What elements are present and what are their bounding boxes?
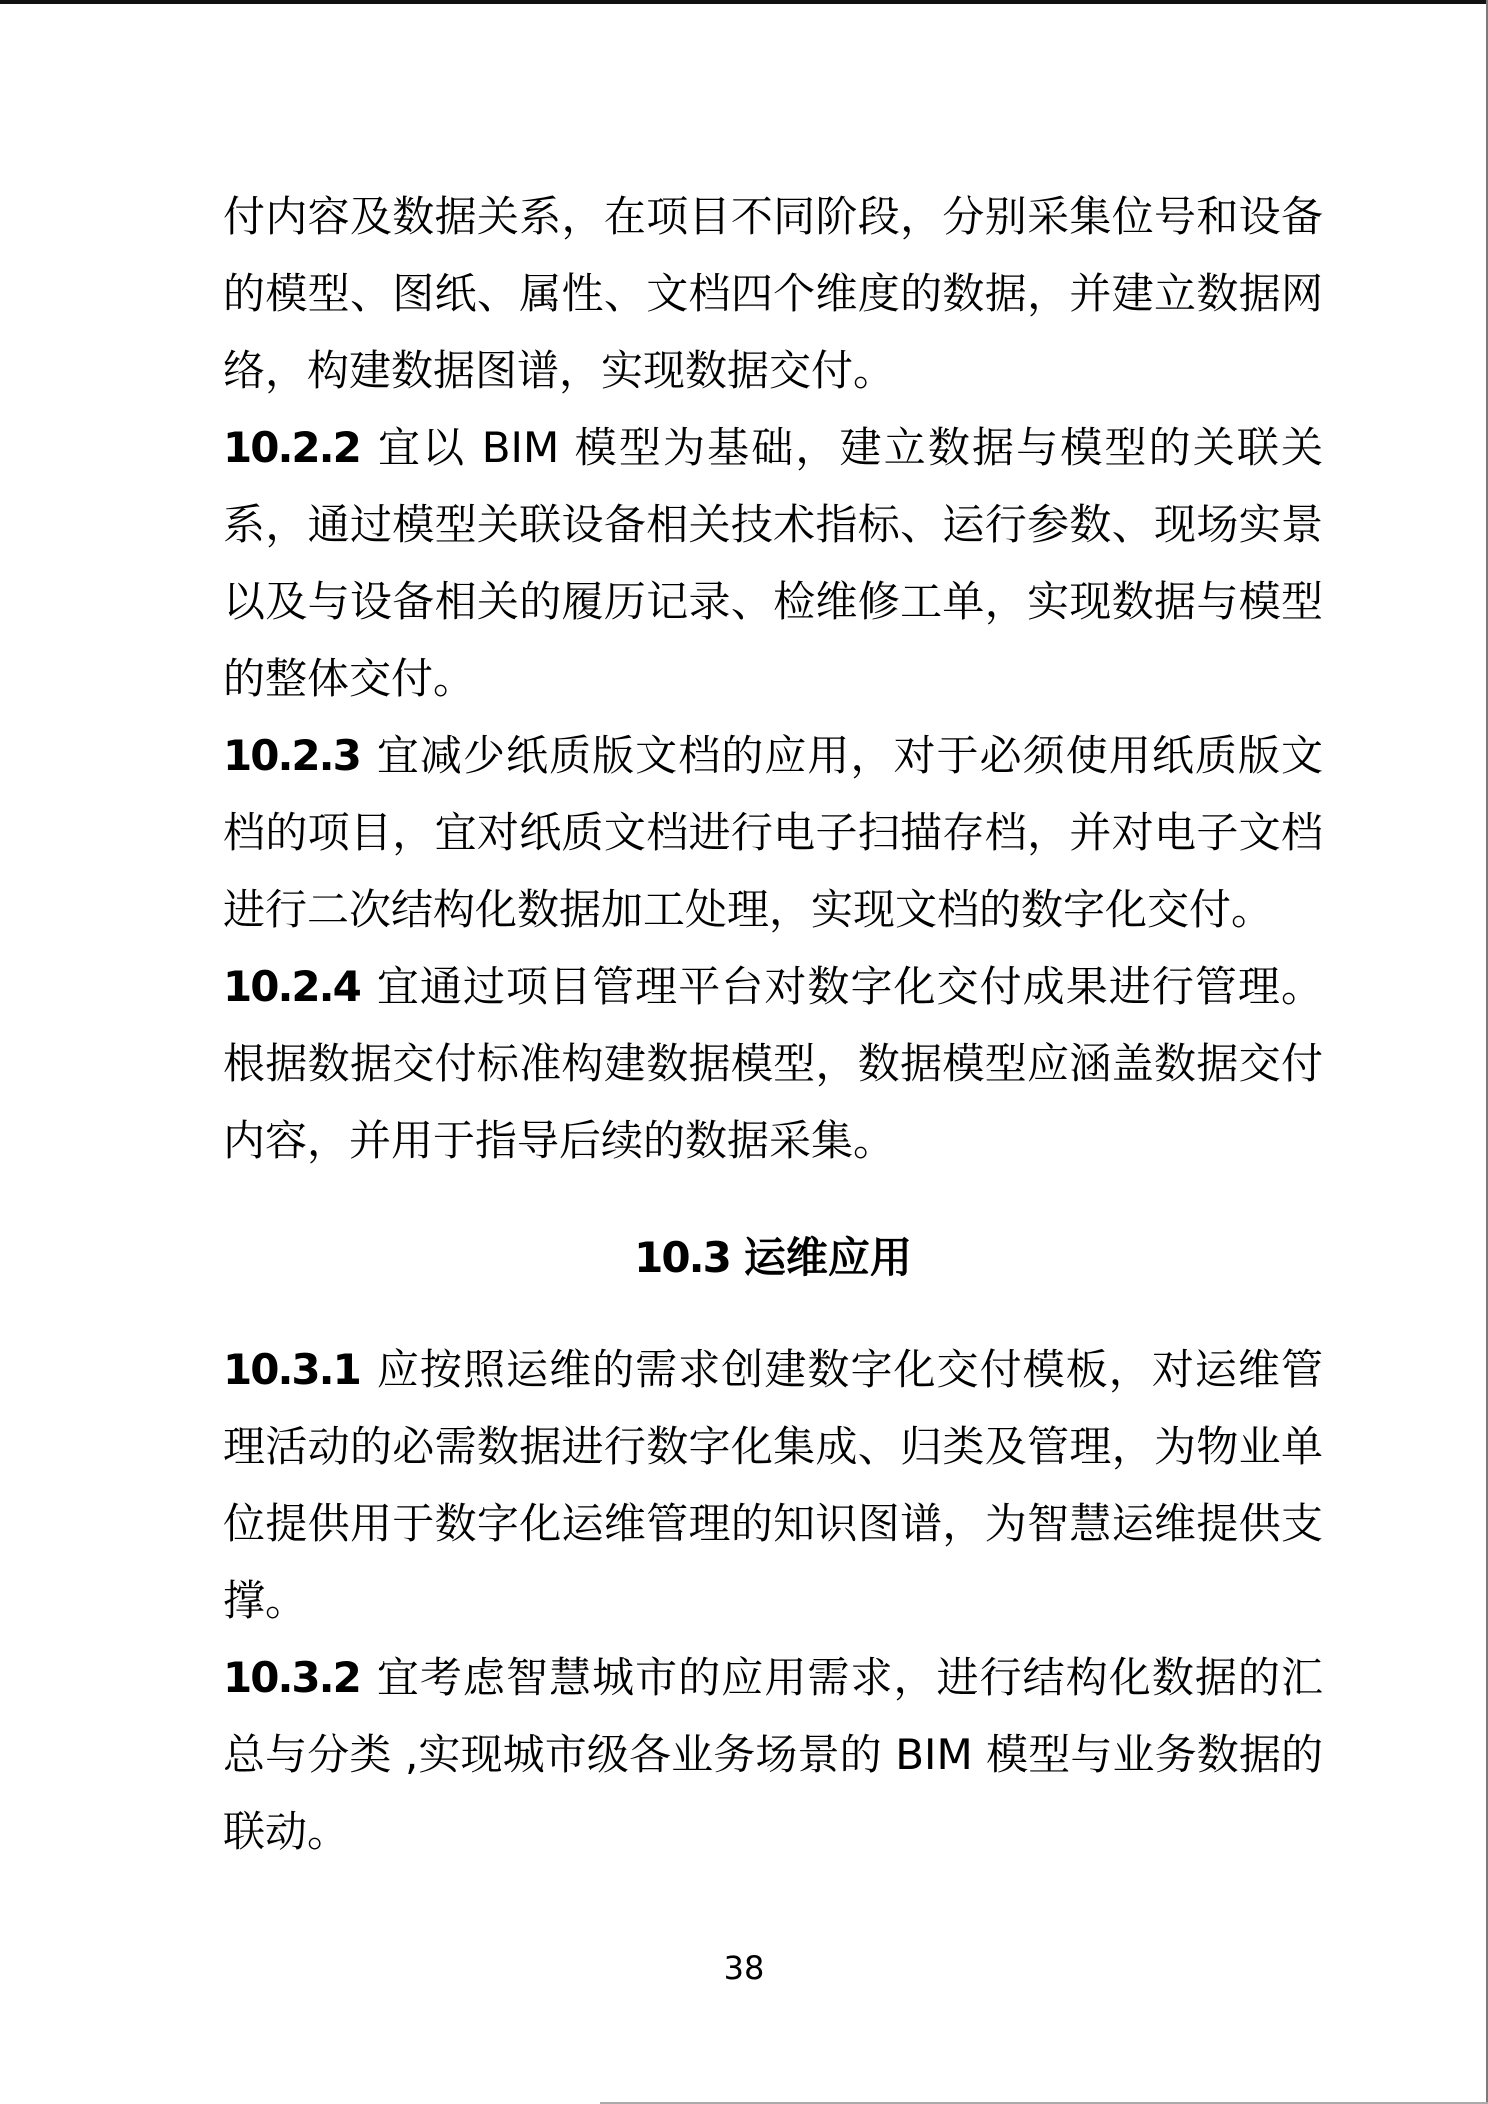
paragraph-text: 宜考虑智慧城市的应用需求，进行结构化数据的汇总与分类 ,实现城市级各业务场景的 BIM 模型与业务数据的联动。	[223, 1653, 1323, 1856]
page-top-border	[0, 0, 1488, 4]
paragraph-text: 宜减少纸质版文档的应用，对于必须使用纸质版文档的项目，宜对纸质文档进行电子扫描存档，并对电子文档进行二次结构化数据加工处理，实现文档的数字化交付。	[223, 731, 1323, 934]
clause-10-2-4	[223, 948, 1323, 1179]
clause-10-3-1	[223, 1331, 1323, 1639]
page-number: 38	[723, 1949, 765, 1987]
document-body	[223, 178, 1323, 1870]
clause-number: 10.2.3	[223, 731, 360, 780]
paragraph-text: 应按照运维的需求创建数字化交付模板，对运维管理活动的必需数据进行数字化集成、归类及管理，为物业单位提供用于数字化运维管理的知识图谱，为智慧运维提供支撑。	[223, 1345, 1323, 1625]
paragraph-text: 宜以 BIM 模型为基础，建立数据与模型的关联关系，通过模型关联设备相关技术指标、运行参数、现场实景以及与设备相关的履历记录、检维修工单，实现数据与模型的整体交付。	[223, 423, 1323, 703]
clause-number: 10.2.4	[223, 962, 360, 1011]
clause-number: 10.2.2	[223, 423, 360, 472]
clause-10-2-3	[223, 717, 1323, 948]
clause-10-3-2	[223, 1639, 1323, 1870]
paragraph-text: 宜通过项目管理平台对数字化交付成果进行管理。根据数据交付标准构建数据模型，数据模型应涵盖数据交付内容，并用于指导后续的数据采集。	[223, 962, 1323, 1165]
clause-number: 10.3.2	[223, 1653, 360, 1702]
paragraph-continuation	[223, 178, 1323, 409]
section-heading	[223, 1219, 1323, 1296]
clause-number: 10.3.1	[223, 1345, 360, 1394]
section-heading-number: 10.3	[634, 1233, 730, 1282]
clause-10-2-2	[223, 409, 1323, 717]
section-heading-title: 运维应用	[743, 1233, 912, 1282]
paragraph-text: 付内容及数据关系，在项目不同阶段，分别采集位号和设备的模型、图纸、属性、文档四个维度的数据，并建立数据网络，构建数据图谱，实现数据交付。	[223, 192, 1323, 395]
